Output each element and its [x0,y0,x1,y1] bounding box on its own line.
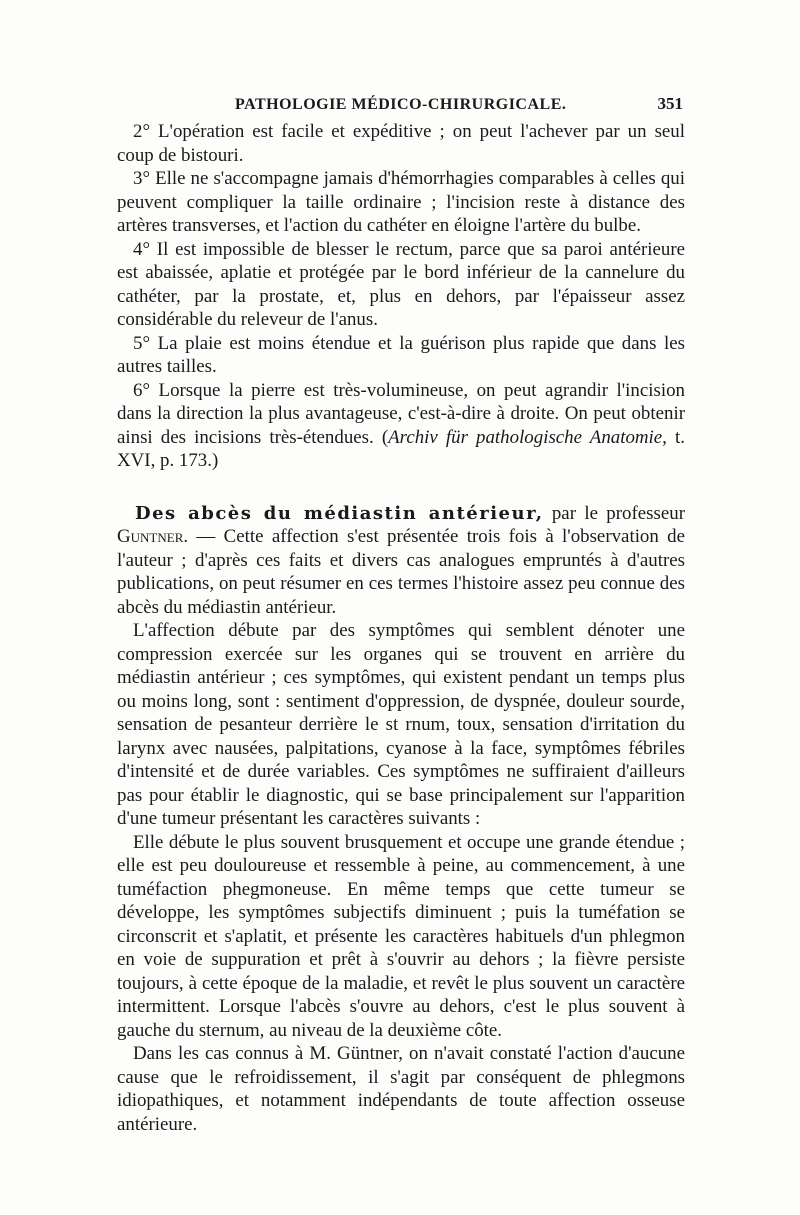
paragraph: L'affection débute par des symptômes qui semblent dénoter une compression exercée sur les organes qui se trouvent en arrière du médiastin antérieur ; ces symptômes, qui existent pendant un temps plus ou moins long, sont : sentiment d'oppression, de dyspnée, douleur sourde, sensation de pesanteur derrière le st rnum, toux, sensation d'irritation du larynx avec nausées, palpitations, cyanose à la face, symptômes fébriles d'intensité et de durée variables. Ces symptômes ne suffiraient d'ailleurs pas pour établir le diagnostic, qui se base principalement sur l'apparition d'une tumeur présentant les caractères suivants : [117,620,685,829]
byline-prefix: par le professeur [543,502,685,524]
source-citation: Archiv für pathologische Anatomie, [388,426,667,448]
paragraph: 3° Elle ne s'accompagne jamais d'hémorrhagies comparables à celles qui peuvent compliquer la taille ordinaire ; l'incision reste à distance des artères transverses, et l'action du cathéter en éloigne l'artère du bulbe. [117,168,685,236]
article-lithotomy-conclusions [117,120,685,473]
paragraph [117,379,685,473]
author-name: Guntner. [117,526,189,547]
paragraph: 2° L'opération est facile et expéditive ; on peut l'achever par un seul coup de bistouri. [117,121,685,166]
paragraph-text: — Cette affection s'est présentée trois fois à l'observation de l'auteur ; d'après ces faits et divers cas analogues empruntés à d'autres publications, on peut résumer en ces termes l'histoire assez peu connue des abcès du médiastin antérieur. [117,526,685,618]
paragraph-text: 6° Lorsque la pierre est très-volumineuse, on peut agrandir l'incision dans la direction la plus avantageuse, c'est-à-dire à droite. On peut obtenir ainsi des incisions très-étendues. ( [117,379,685,448]
paragraph: Dans les cas connus à M. Güntner, on n'avait constaté l'action d'aucune cause que le refroidissement, il s'agit par conséquent de phlegmons idiopathiques, et notamment indépendants de toute affection osseuse antérieure. [117,1043,685,1135]
running-head [117,94,685,120]
paragraph: 4° Il est impossible de blesser le rectum, parce que sa paroi antérieure est abaissée, aplatie et protégée par le bord inférieur de la cannelure du cathéter, par la prostate, et, plus en dehors, par l'épaisseur assez considérable du releveur de l'anus. [117,238,685,330]
source-reference: t. XVI, p. 173.) [117,426,685,471]
page-number: 351 [657,94,683,113]
paragraph: 5° La plaie est moins étendue et la guérison plus rapide que dans les autres tailles. [117,332,685,377]
book-page [117,94,685,1136]
section-title: Des abcès du médiastin antérieur, [135,502,544,524]
section-lead-paragraph [117,502,685,620]
paragraph: Elle débute le plus souvent brusquement et occupe une grande étendue ; elle est peu douloureuse et ressemble à peine, au commencement, à une tuméfaction phegmoneuse. En même temps que cette tumeur se développe, les symptômes subjectifs diminuent ; puis la tuméfation se circonscrit et s'aplatit, et présente les caractères habituels d'un phlegmon en voie de suppuration et prêt à s'ouvrir au dehors ; la fièvre persiste toujours, à cette époque de la maladie, et revêt le plus souvent un caractère intermittent. Lorsque l'abcès s'ouvre au dehors, c'est le plus souvent à gauche du sternum, au niveau de la deuxième côte. [117,831,685,1041]
article-mediastinal-abscess [117,502,685,1137]
running-title: PATHOLOGIE MÉDICO-CHIRURGICALE. [235,96,567,113]
